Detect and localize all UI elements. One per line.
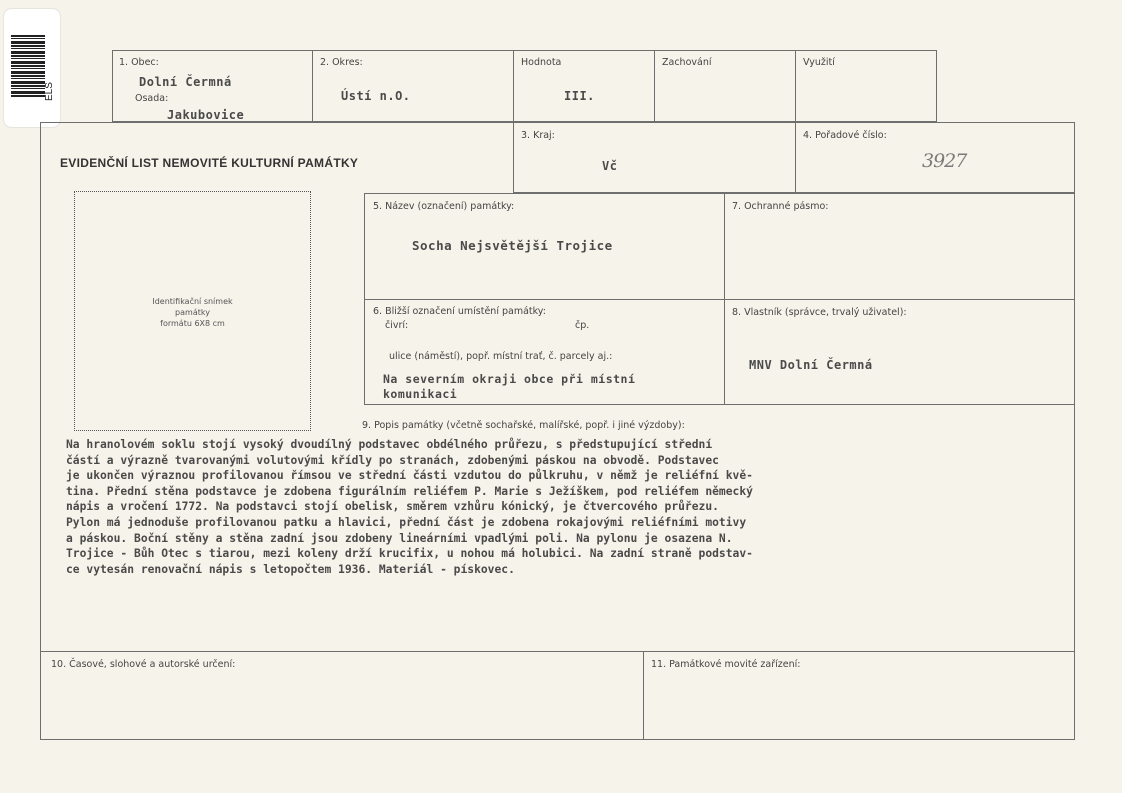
popis-line: částí a výrazně tvarovanými volutovými křídly po stranách, zdobenými páskou na obvodě. Podstavec xyxy=(66,453,719,467)
okres-value: Ústí n.O. xyxy=(341,89,411,103)
umisteni-label: 6. Bližší označení umístění památky: xyxy=(373,306,546,317)
photo-caption xyxy=(75,296,310,329)
popis-line: tina. Přední stěna podstavce je zdobena figurálním reliéfem P. Marie s Ježíškem, pod reliéfem německý xyxy=(66,484,753,498)
civri-label: čivrí: xyxy=(385,320,409,331)
okres-label: 2. Okres: xyxy=(320,57,363,68)
zarizeni-cell xyxy=(643,651,1075,740)
umisteni-cell xyxy=(364,299,725,405)
photo-placeholder xyxy=(74,191,311,431)
ochranne-pasmo-label: 7. Ochranné pásmo: xyxy=(732,201,829,212)
photo-caption-line: Identifikační snímek xyxy=(152,297,233,306)
popis-line: Trojice - Bůh Otec s tiarou, mezi koleny drží krucifix, u nohou má holubici. Na zadní straně podstav- xyxy=(66,547,753,561)
zarizeni-label: 11. Památkové movité zařízení: xyxy=(651,659,801,670)
obec-cell xyxy=(112,50,313,122)
okres-cell xyxy=(312,50,514,122)
vlastnik-cell xyxy=(724,299,1075,405)
ochranne-pasmo-cell xyxy=(724,193,1075,300)
photo-caption-line: památky xyxy=(175,308,210,317)
obec-label: 1. Obec: xyxy=(119,57,159,68)
vyuziti-label: Využití xyxy=(803,57,835,68)
popis-line: Pylon má jednoduše profilovanou patku a hlavici, přední část je zdobena rokajovými reliéfními motivy xyxy=(66,515,747,529)
popis-line: ce vytesán renovační nápis s letopočtem 1936. Materiál - pískovec. xyxy=(66,562,515,576)
barcode-sticker xyxy=(4,9,60,127)
poradove-cislo-label: 4. Pořadové číslo: xyxy=(803,130,887,141)
nazev-cell xyxy=(364,193,725,300)
photo-caption-line: formátu 6X8 cm xyxy=(160,319,225,328)
ulice-label: ulice (náměstí), popř. místní trať, č. parcely aj.: xyxy=(389,351,613,362)
popis-line: Na hranolovém soklu stojí vysoký dvoudílný podstavec obdélného průřezu, s předstupující střední xyxy=(66,438,713,451)
urceni-cell xyxy=(40,651,644,740)
popis-text xyxy=(66,437,1076,577)
kraj-label: 3. Kraj: xyxy=(521,130,555,141)
popis-line: nápis a vročení 1772. Na podstavci stojí obelisk, směrem vzhůru kónický, je čtvercového průřezu. xyxy=(66,500,719,514)
zachovani-label: Zachování xyxy=(662,57,712,68)
hodnota-label: Hodnota xyxy=(521,57,562,68)
nazev-value: Socha Nejsvětější Trojice xyxy=(412,238,613,253)
popis-line: je ukončen výraznou profilovanou římsou ve střední části vzdutou do půlkruhu, v němž je reliéfní kvě- xyxy=(66,469,753,483)
nazev-label: 5. Název (označení) památky: xyxy=(373,201,515,212)
popis-label: 9. Popis památky (včetně sochařské, malířské, popř. i jiné výzdoby): xyxy=(362,420,685,431)
osada-label: Osada: xyxy=(135,93,169,104)
hodnota-value: III. xyxy=(564,89,595,103)
zachovani-cell xyxy=(654,50,796,122)
umisteni-value-line2: komunikaci xyxy=(383,387,458,401)
sticker-label: ELS xyxy=(44,82,55,101)
kraj-cell xyxy=(513,122,796,193)
poradove-cislo-value: 3927 xyxy=(922,150,967,172)
obec-value: Dolní Čermná xyxy=(139,75,232,89)
urceni-label: 10. Časové, slohové a autorské určení: xyxy=(51,659,236,670)
barcode-icon xyxy=(11,35,45,97)
umisteni-value-line1: Na severním okraji obce při místní xyxy=(383,372,636,386)
vlastnik-value: MNV Dolní Čermná xyxy=(749,358,873,372)
vlastnik-label: 8. Vlastník (správce, trvalý uživatel): xyxy=(732,307,907,318)
hodnota-cell xyxy=(513,50,655,122)
vyuziti-cell xyxy=(795,50,937,122)
popis-line: a páskou. Boční stěny a stěna zadní jsou zdobeny lineárními vpadlými poli. Na pylonu je osazena N. xyxy=(66,531,733,545)
osada-value: Jakubovice xyxy=(167,108,245,122)
kraj-value: Vč xyxy=(602,159,618,173)
cp-label: čp. xyxy=(575,320,590,331)
form-title: EVIDENČNÍ LIST NEMOVITÉ KULTURNÍ PAMÁTKY xyxy=(60,156,359,170)
